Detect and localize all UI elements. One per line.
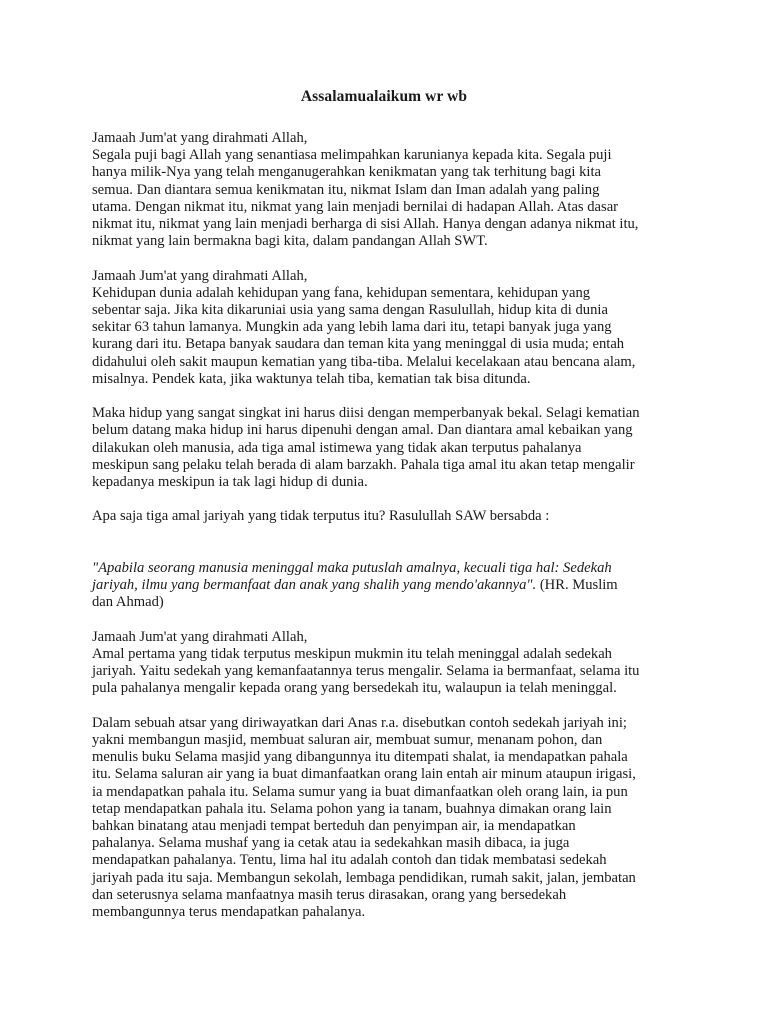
- paragraph-hadith-quote: [92, 560, 682, 612]
- text-line: pula pahalanya mengalir kepada orang yang bersedekah itu, walaupun ia telah meninggal.: [92, 680, 617, 697]
- text-line: Apa saja tiga amal jariyah yang tidak terputus itu? Rasulullah SAW bersabda :: [92, 508, 550, 525]
- text-line: bahkan binatang atau menjadi tempat berteduh dan penyimpan air, ia mendapatkan: [92, 818, 576, 835]
- text-line: tetap mendapatkan pahala itu. Selama pohon yang ia tanam, buahnya dimakan orang lain: [92, 800, 612, 817]
- greeting-line: Jamaah Jum'at yang dirahmati Allah,: [92, 628, 308, 645]
- citation: (HR. Muslim: [536, 577, 618, 594]
- citation: dan Ahmad): [92, 594, 164, 611]
- document-body: [92, 130, 682, 938]
- text-line: ia mendapatkan pahala itu. Selama sumur yang ia buat dimanfaatkan oleh orang lain, ia pun: [92, 783, 628, 800]
- text-line: kepadanya meskipun ia tak lagi hidup di dunia.: [92, 474, 368, 491]
- text-line: menulis buku Selama masjid yang dibangunnya itu ditempati shalat, ia mendapatkan pahala: [92, 749, 628, 766]
- text-line: membangunnya terus mendapatkan pahalanya.: [92, 904, 366, 921]
- quote-line: jariyah, ilmu yang bermanfaat dan anak yang shalih yang mendo'akannya".: [92, 577, 537, 594]
- paragraph-life: [92, 268, 682, 388]
- paragraph-opening: [92, 130, 682, 250]
- text-line: belum datang maka hidup ini harus dipenuhi dengan amal. Dan diantara amal kebaikan yang: [92, 422, 633, 439]
- text-line: Segala puji bagi Allah yang senantiasa melimpahkan karunianya kepada kita. Segala puji: [92, 147, 612, 164]
- text-line: semua. Dan diantara semua kenikmatan itu, nikmat Islam dan Iman adalah yang paling: [92, 181, 600, 198]
- text-line: kurang dari itu. Betapa banyak saudara dan teman kita yang meninggal di usia muda; entah: [92, 336, 625, 353]
- blank-line: [92, 543, 682, 560]
- text-line: nikmat itu, nikmat yang lain menjadi berharga di sisi Allah. Hanya dengan adanya nikmat itu,: [92, 216, 639, 233]
- text-line: hanya milik-Nya yang telah menganugerahkan kenikmatan yang tak terhitung bagi kita: [92, 164, 601, 181]
- text-line: sekitar 63 tahun lamanya. Mungkin ada yang lebih lama dari itu, tetapi banyak juga yang: [92, 319, 612, 336]
- text-line: jariyah pada itu saja. Membangun sekolah, lembaga pendidikan, rumah sakit, jalan, jembatan: [92, 869, 636, 886]
- text-line: jariyah. Yaitu sedekah yang kemanfaatannya terus mengalir. Selama ia bermanfaat, selama itu: [92, 663, 640, 680]
- paragraph-question: [92, 508, 682, 525]
- greeting-line: Jamaah Jum'at yang dirahmati Allah,: [92, 267, 308, 284]
- quote-line: "Apabila seorang manusia meninggal maka putuslah amalnya, kecuali tiga hal: Sedekah: [92, 560, 612, 576]
- text-line: didahului oleh sakit maupun kematian yang tiba-tiba. Melalui kecelakaan atau bencana alam,: [92, 353, 636, 370]
- text-line: dilakukan oleh manusia, ada tiga amal istimewa yang tidak akan terputus pahalanya: [92, 439, 582, 456]
- text-line: Amal pertama yang tidak terputus meskipun mukmin itu telah meninggal adalah sedekah: [92, 646, 612, 662]
- text-line: Kehidupan dunia adalah kehidupan yang fana, kehidupan sementara, kehidupan yang: [92, 284, 591, 301]
- document-title: Assalamualaikum wr wb: [300, 88, 468, 105]
- text-line: meskipun sang pelaku telah berada di alam barzakh. Pahala tiga amal itu akan tetap mengalir: [92, 456, 635, 473]
- text-line: nikmat yang lain bermakna bagi kita, dalam pandangan Allah SWT.: [92, 233, 488, 250]
- text-line: misalnya. Pendek kata, jika waktunya telah tiba, kematian tak bisa ditunda.: [92, 370, 531, 387]
- text-line: sebentar saja. Jika kita dikaruniai usia yang sama dengan Rasulullah, hidup kita di dunia: [92, 302, 608, 319]
- paragraph-atsar-examples: [92, 715, 682, 921]
- text-line: mendapatkan pahalanya. Tentu, lima hal itu adalah contoh dan tidak membatasi sedekah: [92, 852, 607, 869]
- text-line: pahalanya. Selama mushaf yang ia cetak atau ia sedekahkan masih dibaca, ia juga: [92, 835, 570, 852]
- paragraph-first-deed: [92, 629, 682, 698]
- text-line: yakni membangun masjid, membuat saluran air, membuat sumur, menanam pohon, dan: [92, 732, 603, 748]
- paragraph-provisions: [92, 405, 682, 491]
- text-line: Maka hidup yang sangat singkat ini harus diisi dengan memperbanyak bekal. Selagi kematian: [92, 405, 640, 422]
- text-line: utama. Dengan nikmat itu, nikmat yang lain menjadi bernilai di hadapan Allah. Atas dasar: [92, 198, 619, 215]
- text-line: Dalam sebuah atsar yang diriwayatkan dari Anas r.a. disebutkan contoh sedekah jariyah ini;: [92, 714, 627, 731]
- greeting-line: Jamaah Jum'at yang dirahmati Allah,: [92, 130, 308, 146]
- text-line: dan seterusnya selama manfaatnya masih terus dirasakan, orang yang bersedekah: [92, 886, 567, 903]
- text-line: itu. Selama saluran air yang ia buat dimanfaatkan orang lain entah air minum ataupun irigasi,: [92, 766, 636, 783]
